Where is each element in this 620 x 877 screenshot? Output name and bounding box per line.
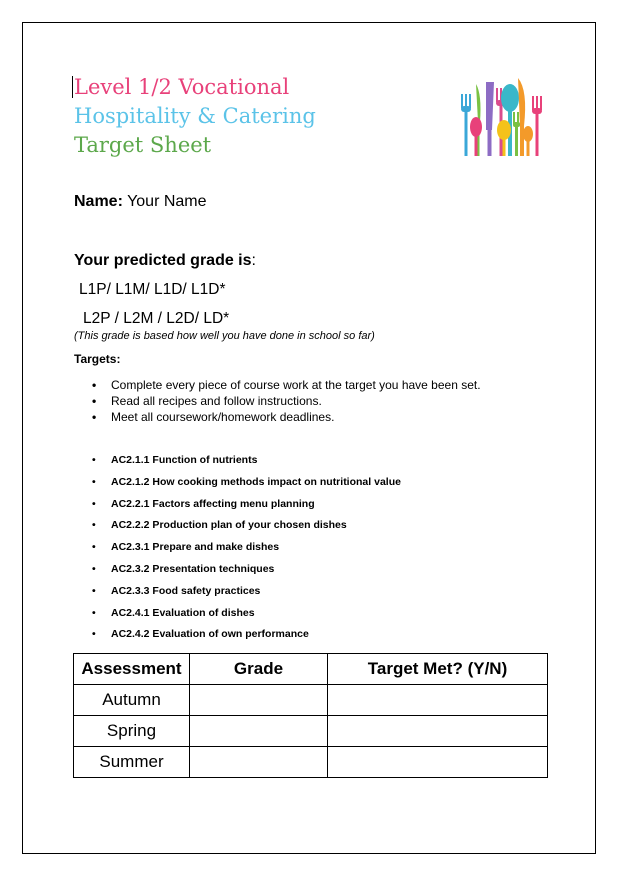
title-line-2: Hospitality & Catering (74, 104, 316, 128)
assessment-table (73, 653, 548, 778)
criteria-item: • AC2.1.2 How cooking methods impact on nutritional value (92, 472, 401, 494)
predicted-grade-colon: : (251, 252, 256, 269)
table-header-row (74, 654, 548, 685)
predicted-grade-heading (74, 252, 256, 270)
header-assessment: Assessment (74, 654, 190, 685)
row-target-met-cell[interactable] (328, 716, 548, 747)
criteria-item: • AC2.2.1 Factors affecting menu planning (92, 494, 401, 516)
row-grade-cell[interactable] (190, 716, 328, 747)
row-assessment: Autumn (74, 685, 190, 716)
row-grade-cell[interactable] (190, 685, 328, 716)
grade-note: (This grade is based how well you have done in school so far) (74, 330, 375, 342)
criteria-item: • AC2.1.1 Function of nutrients (92, 450, 401, 472)
row-assessment: Spring (74, 716, 190, 747)
table-row (74, 747, 548, 778)
name-label: Name: (74, 193, 123, 210)
row-grade-cell[interactable] (190, 747, 328, 778)
table-row (74, 716, 548, 747)
cutlery-icon (458, 72, 550, 158)
row-target-met-cell[interactable] (328, 685, 548, 716)
criteria-item: • AC2.4.1 Evaluation of dishes (92, 603, 401, 625)
target-item: • Read all recipes and follow instructions. (92, 393, 481, 409)
name-row (74, 193, 207, 211)
criteria-item: • AC2.3.2 Presentation techniques (92, 559, 401, 581)
header-grade: Grade (190, 654, 328, 685)
table-row (74, 685, 548, 716)
target-item: • Complete every piece of course work at the target you have been set. (92, 377, 481, 393)
criteria-item: • AC2.4.2 Evaluation of own performance (92, 624, 401, 646)
grades-level2: L2P / L2M / L2D/ LD* (83, 310, 230, 327)
criteria-item: • AC2.2.2 Production plan of your chosen dishes (92, 515, 401, 537)
header-target-met: Target Met? (Y/N) (328, 654, 548, 685)
targets-heading: Targets: (74, 352, 121, 366)
title-line-1: Level 1/2 Vocational (74, 75, 290, 99)
text-cursor (72, 76, 73, 98)
criteria-list (92, 450, 401, 646)
target-item: • Meet all coursework/homework deadlines. (92, 409, 481, 425)
criteria-item: • AC2.3.1 Prepare and make dishes (92, 537, 401, 559)
criteria-item: • AC2.3.3 Food safety practices (92, 581, 401, 603)
row-target-met-cell[interactable] (328, 747, 548, 778)
row-assessment: Summer (74, 747, 190, 778)
grades-level1: L1P/ L1M/ L1D/ L1D* (79, 281, 226, 298)
name-value[interactable]: Your Name (127, 193, 207, 210)
targets-list (92, 377, 481, 425)
title-line-3: Target Sheet (74, 133, 212, 157)
predicted-grade-label: Your predicted grade is (74, 252, 252, 269)
